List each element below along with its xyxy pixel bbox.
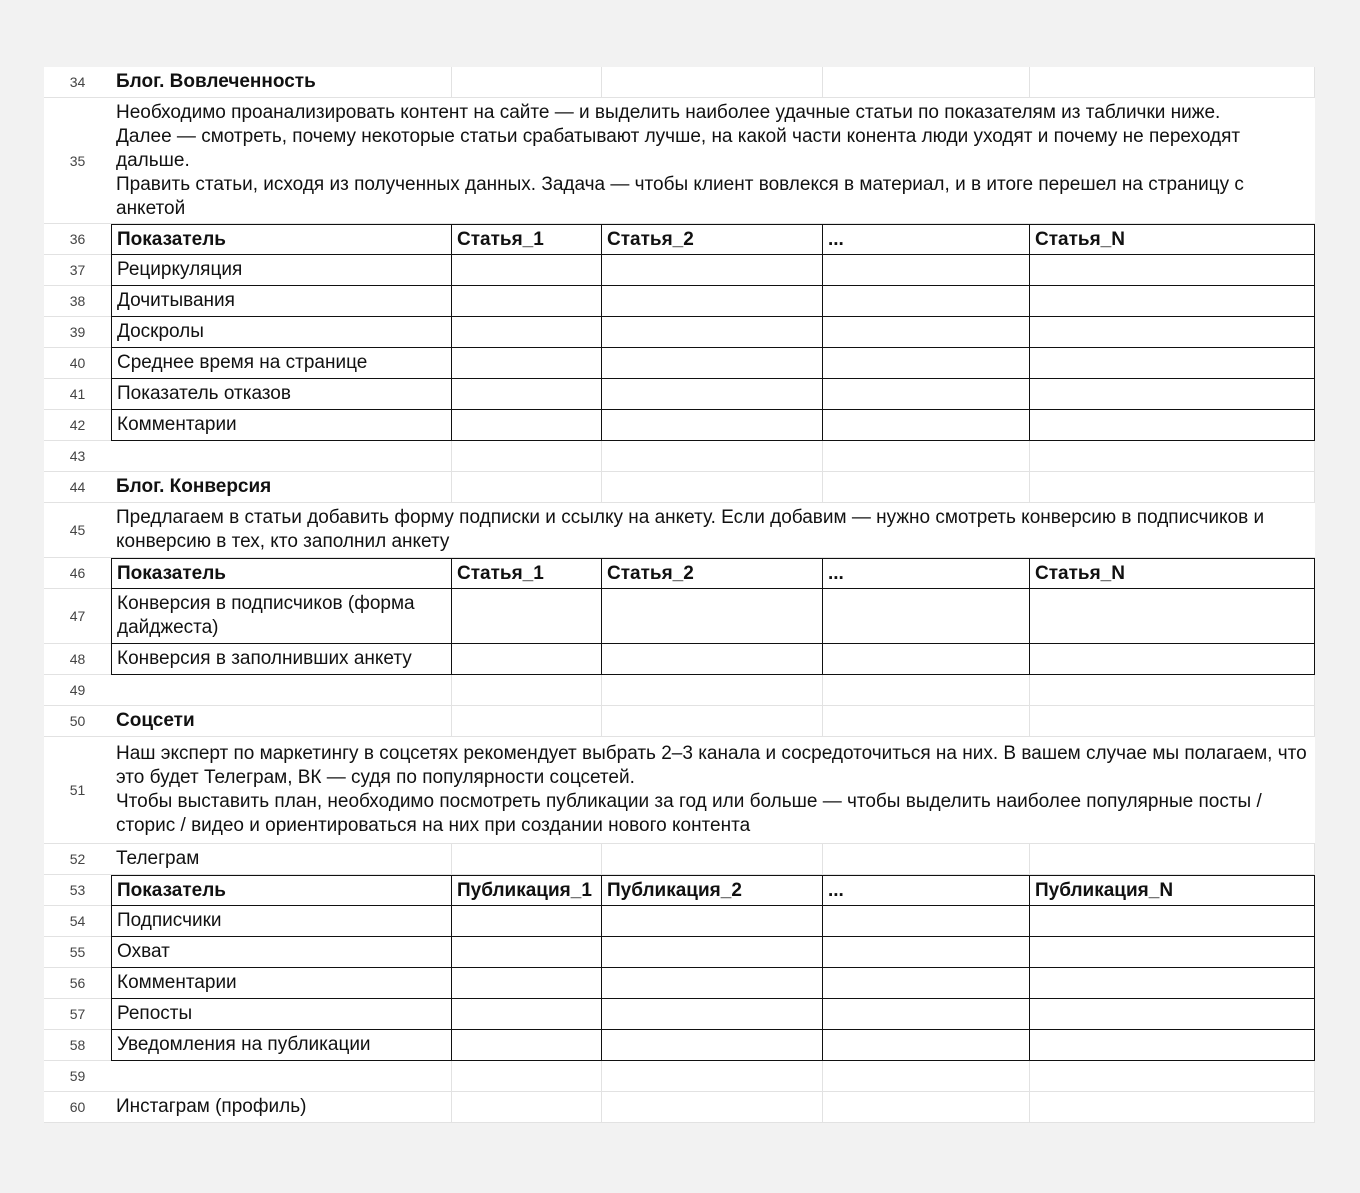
cell-col-2[interactable]: [452, 937, 602, 968]
table-row: [44, 675, 1315, 706]
cell-col-2[interactable]: [452, 706, 602, 737]
table-row: [44, 410, 1315, 441]
row-cells: [111, 844, 1315, 875]
cell-col-2[interactable]: [452, 410, 602, 441]
row-cells: [111, 1061, 1315, 1092]
table-row: [44, 441, 1315, 472]
cell-col-2[interactable]: [452, 906, 602, 937]
row-number[interactable]: 35: [44, 98, 111, 224]
cell-col-1[interactable]: Дочитывания: [111, 286, 452, 317]
cell-col-2[interactable]: [452, 348, 602, 379]
cell-text: Предлагаем в статьи добавить форму подписки и ссылку на анкету. Если добавим — нужно смотреть конверсию в подписчиков и конверсию в тех, кто заполнил анкету: [116, 507, 1265, 552]
row-cells: [111, 937, 1315, 968]
cell-col-2[interactable]: [452, 675, 602, 706]
cell-col-2[interactable]: [452, 286, 602, 317]
cell-col-4[interactable]: [823, 472, 1030, 503]
cell-col-1[interactable]: Показатель: [111, 558, 452, 589]
cell-text: Наш эксперт по маркетингу в соцсетях рекомендует выбрать 2–3 канала и сосредоточиться на них. В вашем случае мы полагаем, что это будет Телеграм, ВК — судя по популярности соцсетей. Чтобы выставить план, необходимо посмотреть публикации за год или больше — чтобы выделить наиболее популярные посты / сторис / видео и ориентироваться на них при создании нового контента: [116, 743, 1307, 836]
cell-col-2[interactable]: Статья_1: [452, 224, 602, 255]
table-row: [44, 224, 1315, 255]
cell-col-4[interactable]: [823, 968, 1030, 999]
cell-col-3[interactable]: [602, 968, 823, 999]
cell-col-2[interactable]: [452, 255, 602, 286]
cell-col-4[interactable]: [823, 1092, 1030, 1123]
cell-col-3[interactable]: [602, 317, 823, 348]
row-cells: [111, 644, 1315, 675]
cell-col-3[interactable]: [602, 999, 823, 1030]
cell-col-1[interactable]: Инстаграм (профиль): [111, 1092, 452, 1123]
cell-col-5[interactable]: [1030, 286, 1315, 317]
row-number[interactable]: 48: [44, 644, 111, 675]
cell-col-4[interactable]: ...: [823, 875, 1030, 906]
table-row: [44, 1092, 1315, 1123]
cell-col-3[interactable]: [602, 1030, 823, 1061]
cell-col-4[interactable]: [823, 589, 1030, 644]
cell-col-4[interactable]: [823, 67, 1030, 98]
row-cells: [111, 503, 1315, 558]
cell-col-5[interactable]: [1030, 706, 1315, 737]
cell-col-4[interactable]: ...: [823, 224, 1030, 255]
table-row: [44, 589, 1315, 644]
table-row: [44, 1061, 1315, 1092]
cell-col-4[interactable]: [823, 644, 1030, 675]
row-cells: [111, 317, 1315, 348]
cell-col-3[interactable]: [602, 1092, 823, 1123]
cell-col-2[interactable]: [452, 67, 602, 98]
cell-col-1[interactable]: Подписчики: [111, 906, 452, 937]
cell-col-4[interactable]: [823, 317, 1030, 348]
row-cells: [111, 675, 1315, 706]
cell-col-1[interactable]: Комментарии: [111, 410, 452, 441]
merged-text-cell[interactable]: [111, 737, 1315, 844]
row-number[interactable]: 55: [44, 937, 111, 968]
row-cells: [111, 875, 1315, 906]
cell-col-2[interactable]: Статья_1: [452, 558, 602, 589]
cell-col-3[interactable]: [602, 906, 823, 937]
cell-col-5[interactable]: [1030, 255, 1315, 286]
cell-col-5[interactable]: [1030, 999, 1315, 1030]
row-cells: [111, 737, 1315, 844]
cell-col-5[interactable]: [1030, 1061, 1315, 1092]
cell-col-2[interactable]: [452, 317, 602, 348]
cell-col-5[interactable]: [1030, 906, 1315, 937]
row-number[interactable]: 37: [44, 255, 111, 286]
row-number[interactable]: 41: [44, 379, 111, 410]
row-cells: [111, 98, 1315, 224]
cell-col-4[interactable]: [823, 255, 1030, 286]
cell-col-1[interactable]: Уведомления на публикации: [111, 1030, 452, 1061]
table-row: [44, 968, 1315, 999]
merged-text-cell[interactable]: [111, 503, 1315, 558]
row-number[interactable]: 47: [44, 589, 111, 644]
cell-col-5[interactable]: [1030, 1092, 1315, 1123]
cell-col-2[interactable]: [452, 999, 602, 1030]
cell-col-1[interactable]: Доскролы: [111, 317, 452, 348]
cell-col-3[interactable]: [602, 441, 823, 472]
cell-col-5[interactable]: Публикация_N: [1030, 875, 1315, 906]
row-number[interactable]: 34: [44, 67, 111, 98]
table-row: [44, 875, 1315, 906]
cell-col-3[interactable]: [602, 589, 823, 644]
row-number[interactable]: 36: [44, 224, 111, 255]
cell-col-5[interactable]: [1030, 589, 1315, 644]
table-row: [44, 472, 1315, 503]
row-number[interactable]: 50: [44, 706, 111, 737]
cell-col-2[interactable]: [452, 1061, 602, 1092]
row-cells: [111, 558, 1315, 589]
cell-col-5[interactable]: [1030, 379, 1315, 410]
cell-col-3[interactable]: [602, 644, 823, 675]
cell-col-2[interactable]: [452, 644, 602, 675]
cell-col-5[interactable]: [1030, 968, 1315, 999]
cell-col-1[interactable]: Показатель: [111, 875, 452, 906]
cell-col-1[interactable]: Показатель отказов: [111, 379, 452, 410]
row-number[interactable]: 45: [44, 503, 111, 558]
cell-col-3[interactable]: [602, 706, 823, 737]
row-number[interactable]: 58: [44, 1030, 111, 1061]
cell-col-5[interactable]: [1030, 1030, 1315, 1061]
cell-col-4[interactable]: [823, 410, 1030, 441]
cell-col-4[interactable]: [823, 999, 1030, 1030]
cell-text: Необходимо проанализировать контент на сайте — и выделить наиболее удачные статьи по показателям из таблички ниже. Далее — смотреть, почему некоторые статьи срабатывают лучше, на какой части конента люди уходят и почему не переходят дальше. Править статьи, исходя из полученных данных. Задача — чтобы клиент вовлекся в материал, и в итоге перешел на страницу с анкетой: [116, 101, 1244, 219]
row-number[interactable]: 52: [44, 844, 111, 875]
table-row: [44, 348, 1315, 379]
cell-col-4[interactable]: [823, 1030, 1030, 1061]
row-cells: [111, 224, 1315, 255]
row-number[interactable]: 53: [44, 875, 111, 906]
cell-col-4[interactable]: [823, 675, 1030, 706]
table-row: [44, 937, 1315, 968]
cell-col-1[interactable]: Блог. Конверсия: [111, 472, 452, 503]
row-number[interactable]: 57: [44, 999, 111, 1030]
cell-col-1[interactable]: Конверсия в подписчиков (форма дайджеста): [111, 589, 452, 644]
cell-col-3[interactable]: [602, 255, 823, 286]
row-cells: [111, 379, 1315, 410]
cell-col-1[interactable]: Охват: [111, 937, 452, 968]
row-number[interactable]: 51: [44, 737, 111, 844]
cell-col-3[interactable]: [602, 410, 823, 441]
cell-col-1[interactable]: [111, 675, 452, 706]
cell-col-5[interactable]: [1030, 644, 1315, 675]
row-cells: [111, 67, 1315, 98]
table-row: [44, 1030, 1315, 1061]
cell-col-3[interactable]: Статья_2: [602, 558, 823, 589]
cell-col-5[interactable]: [1030, 472, 1315, 503]
cell-col-4[interactable]: [823, 706, 1030, 737]
cell-col-2[interactable]: Публикация_1: [452, 875, 602, 906]
cell-col-1[interactable]: Комментарии: [111, 968, 452, 999]
cell-col-1[interactable]: Рециркуляция: [111, 255, 452, 286]
spreadsheet-grid: [44, 67, 1315, 1123]
table-row: [44, 644, 1315, 675]
cell-col-5[interactable]: Статья_N: [1030, 224, 1315, 255]
table-row: [44, 999, 1315, 1030]
cell-col-5[interactable]: [1030, 441, 1315, 472]
cell-col-4[interactable]: [823, 844, 1030, 875]
table-row: [44, 844, 1315, 875]
cell-col-2[interactable]: [452, 589, 602, 644]
cell-col-2[interactable]: [452, 472, 602, 503]
cell-col-1[interactable]: Среднее время на странице: [111, 348, 452, 379]
table-row: [44, 255, 1315, 286]
cell-col-3[interactable]: [602, 1061, 823, 1092]
cell-col-3[interactable]: [602, 379, 823, 410]
row-cells: [111, 1030, 1315, 1061]
cell-col-3[interactable]: Публикация_2: [602, 875, 823, 906]
cell-col-5[interactable]: [1030, 317, 1315, 348]
cell-col-2[interactable]: [452, 1092, 602, 1123]
cell-col-2[interactable]: [452, 379, 602, 410]
cell-col-1[interactable]: Телеграм: [111, 844, 452, 875]
table-row: [44, 706, 1315, 737]
cell-col-1[interactable]: [111, 1061, 452, 1092]
merged-text-cell[interactable]: [111, 98, 1315, 224]
cell-col-3[interactable]: [602, 67, 823, 98]
row-number[interactable]: 39: [44, 317, 111, 348]
row-cells: [111, 410, 1315, 441]
cell-col-4[interactable]: [823, 348, 1030, 379]
row-number[interactable]: 60: [44, 1092, 111, 1123]
cell-col-2[interactable]: [452, 1030, 602, 1061]
cell-col-2[interactable]: [452, 968, 602, 999]
cell-col-1[interactable]: Блог. Вовлеченность: [111, 67, 452, 98]
row-cells: [111, 348, 1315, 379]
table-row: [44, 379, 1315, 410]
table-row: [44, 98, 1315, 224]
row-number[interactable]: 56: [44, 968, 111, 999]
table-row: [44, 503, 1315, 558]
row-number[interactable]: 42: [44, 410, 111, 441]
cell-col-2[interactable]: [452, 441, 602, 472]
row-cells: [111, 589, 1315, 644]
cell-col-5[interactable]: [1030, 937, 1315, 968]
table-row: [44, 317, 1315, 348]
table-row: [44, 737, 1315, 844]
cell-col-4[interactable]: [823, 906, 1030, 937]
row-cells: [111, 286, 1315, 317]
row-cells: [111, 255, 1315, 286]
row-number[interactable]: 38: [44, 286, 111, 317]
row-cells: [111, 968, 1315, 999]
cell-col-4[interactable]: [823, 379, 1030, 410]
cell-col-1[interactable]: Репосты: [111, 999, 452, 1030]
cell-col-4[interactable]: ...: [823, 558, 1030, 589]
table-row: [44, 906, 1315, 937]
cell-col-1[interactable]: Соцсети: [111, 706, 452, 737]
row-number[interactable]: 46: [44, 558, 111, 589]
row-cells: [111, 1092, 1315, 1123]
row-cells: [111, 472, 1315, 503]
cell-col-3[interactable]: [602, 348, 823, 379]
row-number[interactable]: 43: [44, 441, 111, 472]
cell-col-4[interactable]: [823, 1061, 1030, 1092]
table-row: [44, 558, 1315, 589]
cell-col-5[interactable]: [1030, 348, 1315, 379]
cell-col-5[interactable]: [1030, 675, 1315, 706]
cell-col-4[interactable]: [823, 286, 1030, 317]
cell-col-3[interactable]: [602, 286, 823, 317]
cell-col-1[interactable]: [111, 441, 452, 472]
cell-col-3[interactable]: [602, 472, 823, 503]
cell-col-5[interactable]: [1030, 410, 1315, 441]
row-number[interactable]: 44: [44, 472, 111, 503]
cell-col-4[interactable]: [823, 441, 1030, 472]
cell-col-1[interactable]: Показатель: [111, 224, 452, 255]
row-cells: [111, 999, 1315, 1030]
row-number[interactable]: 59: [44, 1061, 111, 1092]
row-cells: [111, 906, 1315, 937]
cell-col-3[interactable]: [602, 675, 823, 706]
row-cells: [111, 706, 1315, 737]
row-number[interactable]: 54: [44, 906, 111, 937]
row-number[interactable]: 49: [44, 675, 111, 706]
table-row: [44, 67, 1315, 98]
cell-col-5[interactable]: [1030, 67, 1315, 98]
table-row: [44, 286, 1315, 317]
row-number[interactable]: 40: [44, 348, 111, 379]
row-cells: [111, 441, 1315, 472]
cell-col-4[interactable]: [823, 937, 1030, 968]
cell-col-3[interactable]: Статья_2: [602, 224, 823, 255]
cell-col-2[interactable]: [452, 844, 602, 875]
cell-col-5[interactable]: [1030, 844, 1315, 875]
cell-col-1[interactable]: Конверсия в заполнивших анкету: [111, 644, 452, 675]
cell-col-3[interactable]: [602, 937, 823, 968]
cell-col-5[interactable]: Статья_N: [1030, 558, 1315, 589]
cell-col-3[interactable]: [602, 844, 823, 875]
